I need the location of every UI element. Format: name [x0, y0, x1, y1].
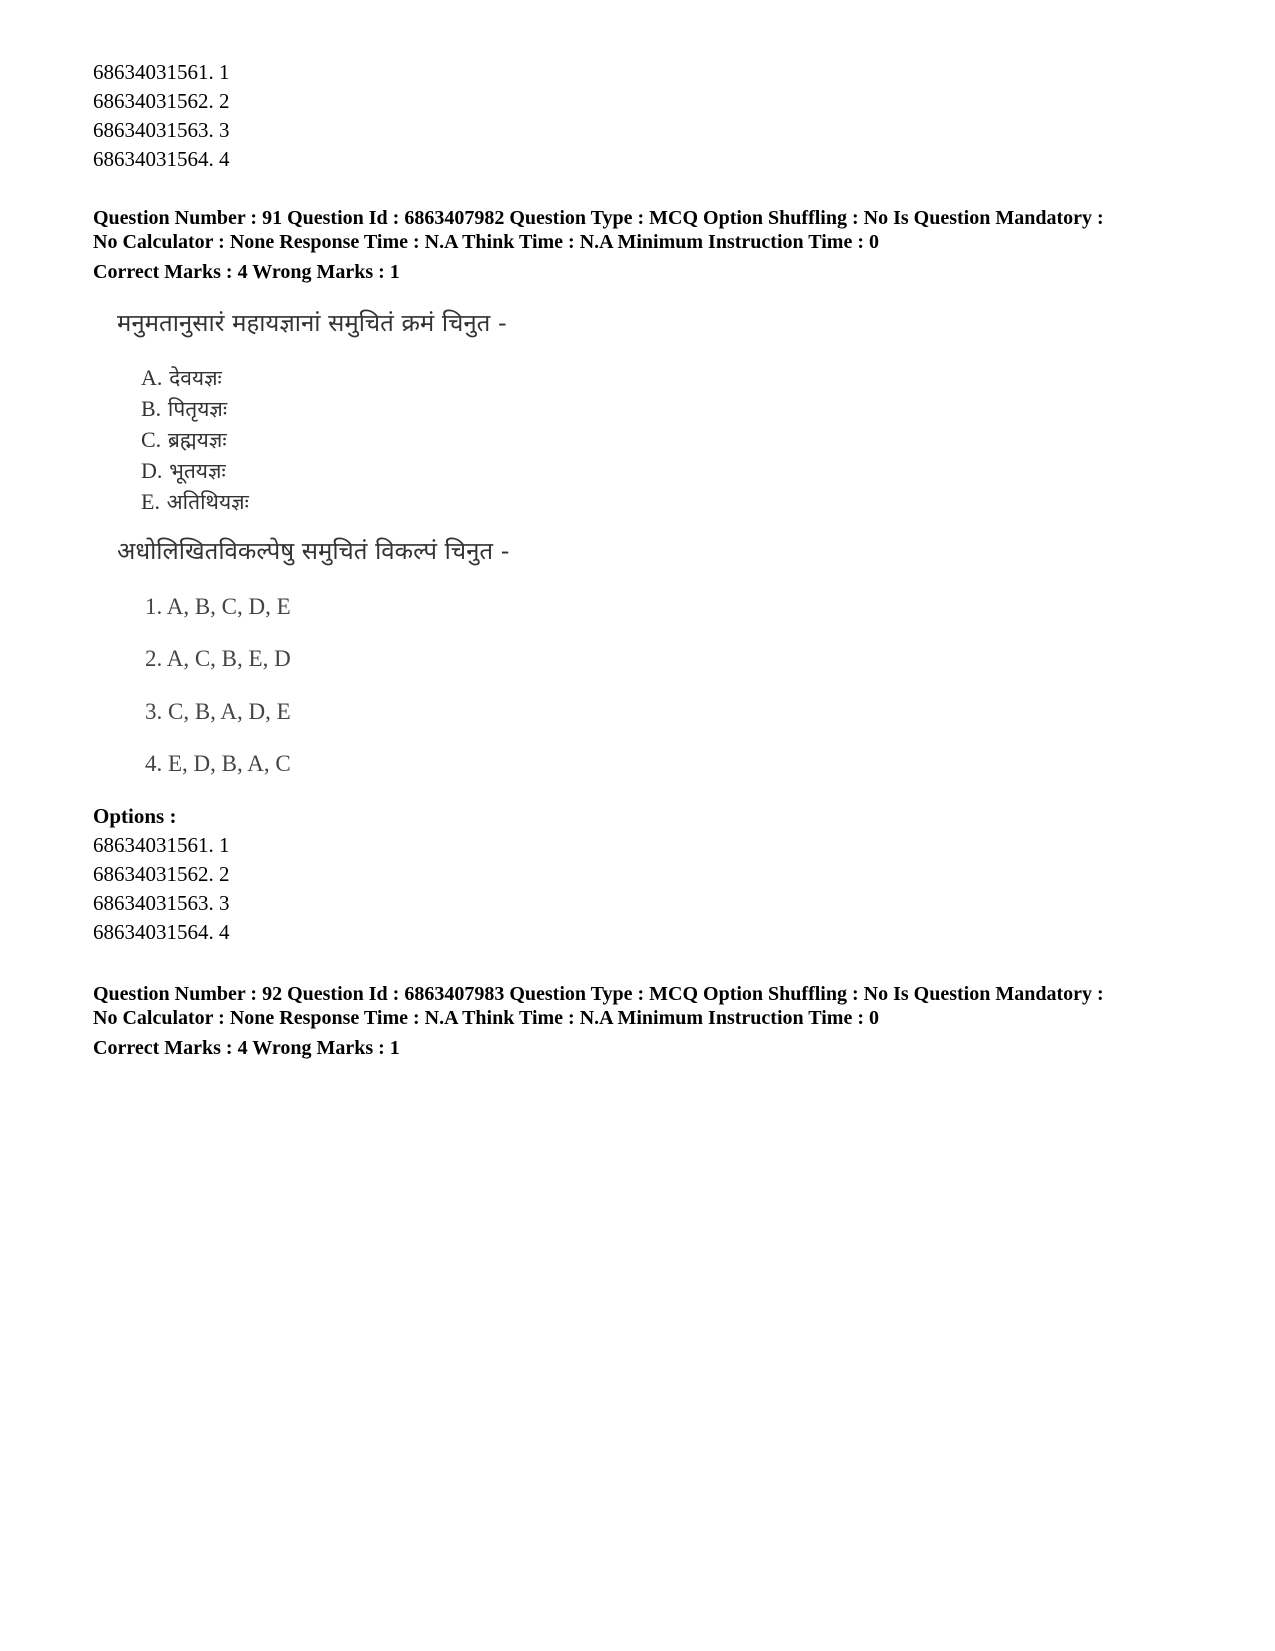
question-91-marks: Correct Marks : 4 Wrong Marks : 1 — [93, 261, 400, 283]
previous-option-2: 68634031562. 2 — [93, 89, 230, 113]
choice-4: 4. E, D, B, A, C — [145, 751, 291, 776]
question-91-header — [93, 206, 1203, 284]
question-91-option-4: 68634031564. 4 — [93, 920, 230, 944]
question-91-instruction: अधोलिखितविकल्पेषु समुचितं विकल्पं चिनुत - — [117, 537, 510, 565]
statement-d — [141, 455, 226, 487]
question-92-header — [93, 982, 1203, 1060]
question-91-header-line2: No Calculator : None Response Time : N.A Think Time : N.A Minimum Instruction Time : 0 — [93, 231, 879, 253]
question-91-options — [93, 802, 230, 947]
statement-c — [141, 424, 227, 456]
question-91-header-line1: Question Number : 91 Question Id : 6863407982 Question Type : MCQ Option Shuffling : No Is Question Mandatory : — [93, 207, 1104, 229]
statement-b — [141, 393, 227, 425]
question-91-option-3: 68634031563. 3 — [93, 891, 230, 915]
question-91-option-2: 68634031562. 2 — [93, 862, 230, 886]
question-91-option-1: 68634031561. 1 — [93, 833, 230, 857]
options-label: Options : — [93, 804, 177, 828]
question-91-stem: मनुमतानुसारं महायज्ञानां समुचितं क्रमं चिनुत - — [117, 309, 507, 337]
statement-e-label: E. — [141, 489, 160, 514]
statement-c-text: ब्रह्मयज्ञः — [167, 428, 227, 452]
statement-c-label: C. — [141, 427, 162, 452]
statement-b-label: B. — [141, 396, 162, 421]
statement-d-text: भूतयज्ञः — [169, 459, 226, 483]
question-92-header-line1: Question Number : 92 Question Id : 6863407983 Question Type : MCQ Option Shuffling : No Is Question Mandatory : — [93, 983, 1104, 1005]
statement-b-text: पितृयज्ञः — [167, 397, 228, 421]
statement-a-label: A. — [141, 365, 163, 390]
question-92-marks: Correct Marks : 4 Wrong Marks : 1 — [93, 1037, 400, 1059]
statement-e-text: अतिथियज्ञः — [166, 490, 249, 514]
previous-option-3: 68634031563. 3 — [93, 118, 230, 142]
choice-3: 3. C, B, A, D, E — [145, 699, 291, 724]
statement-a — [141, 362, 222, 394]
statement-e — [141, 486, 249, 518]
previous-option-4: 68634031564. 4 — [93, 147, 230, 171]
choice-1: 1. A, B, C, D, E — [145, 594, 291, 619]
statement-a-text: देवयज्ञः — [169, 366, 222, 390]
previous-options-list — [93, 58, 230, 174]
choice-2: 2. A, C, B, E, D — [145, 646, 291, 671]
previous-option-1: 68634031561. 1 — [93, 60, 230, 84]
statement-d-label: D. — [141, 458, 163, 483]
question-92-header-line2: No Calculator : None Response Time : N.A Think Time : N.A Minimum Instruction Time : 0 — [93, 1007, 879, 1029]
